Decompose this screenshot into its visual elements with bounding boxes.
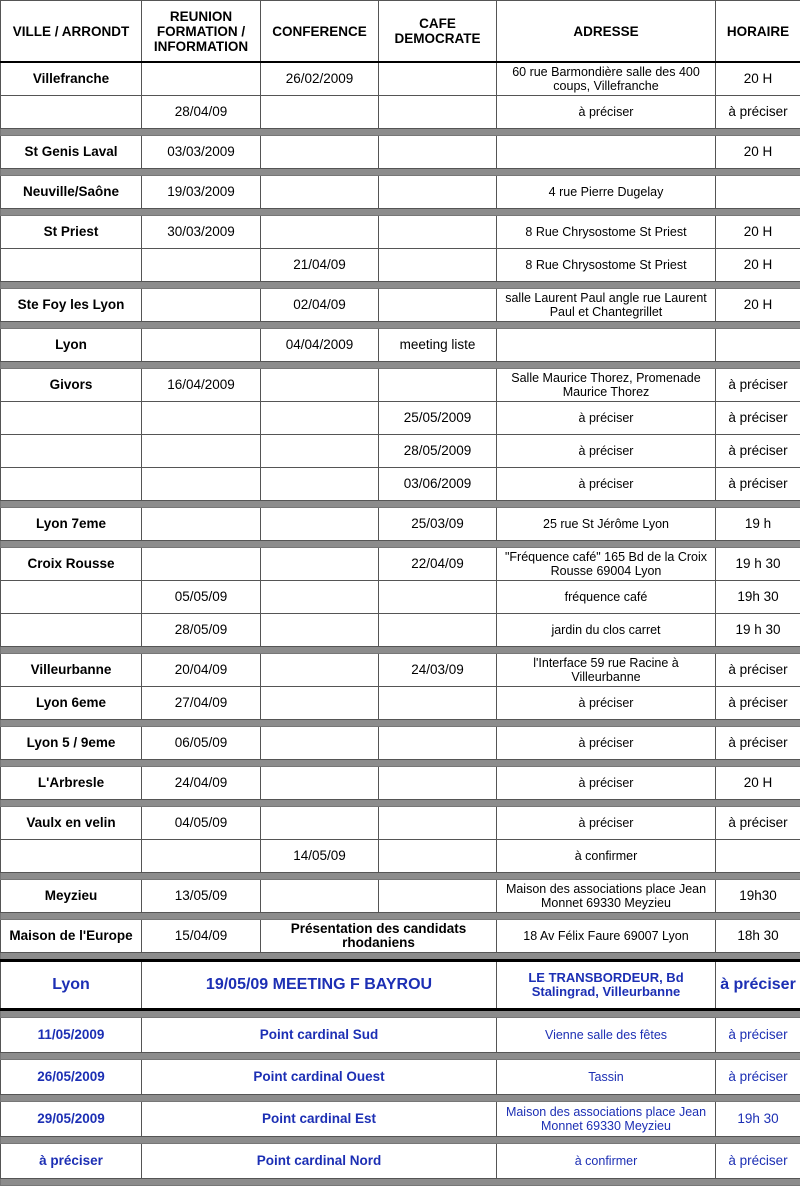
cell-reunion: 19/03/2009 [142, 176, 261, 209]
cell-ville [1, 614, 142, 647]
separator-row [1, 282, 800, 289]
cell-horaire: 20 H [716, 136, 800, 169]
cell-adresse: à préciser [497, 402, 716, 435]
cell-adresse: à préciser [497, 727, 716, 760]
separator-row [1, 1010, 800, 1018]
cell-conference [261, 767, 379, 800]
separator-row [1, 953, 800, 961]
cell-ville: Maison de l'Europe [1, 920, 142, 953]
col-header-ville: VILLE / ARRONDT [1, 1, 142, 63]
cell-conference: 02/04/09 [261, 289, 379, 322]
cell-conference [261, 687, 379, 720]
cell-adresse: à préciser [497, 807, 716, 840]
cell-ville: Meyzieu [1, 880, 142, 913]
separator-cell [1, 953, 800, 961]
cell-horaire: 19 h [716, 508, 800, 541]
cell-horaire: à préciser [716, 727, 800, 760]
cell-reunion [142, 62, 261, 96]
cell-conference [261, 727, 379, 760]
separator-row [1, 541, 800, 548]
cell-adresse [497, 136, 716, 169]
cell-adresse: jardin du clos carret [497, 614, 716, 647]
cell-reunion: 15/04/09 [142, 920, 261, 953]
cell-cafe: 28/05/2009 [379, 435, 497, 468]
separator-row [1, 129, 800, 136]
cell-conference [261, 581, 379, 614]
cell-adresse: "Fréquence café" 165 Bd de la Croix Rousse 69004 Lyon [497, 548, 716, 581]
table-row [1, 581, 800, 614]
cell-cafe: 25/03/09 [379, 508, 497, 541]
cell-event: 19/05/09 MEETING F BAYROU [142, 961, 497, 1010]
cell-horaire: 19 h 30 [716, 614, 800, 647]
cell-ville: Ste Foy les Lyon [1, 289, 142, 322]
cell-horaire: 20 H [716, 767, 800, 800]
separator-cell [1, 1179, 800, 1186]
separator-row [1, 209, 800, 216]
cell-ville: 26/05/2009 [1, 1060, 142, 1095]
cardinal-row [1, 1060, 800, 1095]
separator-cell [1, 913, 800, 920]
cell-adresse: l'Interface 59 rue Racine à Villeurbanne [497, 654, 716, 687]
cell-ville: Croix Rousse [1, 548, 142, 581]
cell-ville: à préciser [1, 1144, 142, 1179]
col-header-horaire: HORAIRE [716, 1, 800, 63]
separator-cell [1, 1137, 800, 1144]
cell-adresse: à confirmer [497, 1144, 716, 1179]
cell-conference [261, 176, 379, 209]
cell-reunion: 28/04/09 [142, 96, 261, 129]
separator-row [1, 800, 800, 807]
cell-reunion: 20/04/09 [142, 654, 261, 687]
cell-cafe: 25/05/2009 [379, 402, 497, 435]
cell-horaire: à préciser [716, 435, 800, 468]
cell-adresse: 25 rue St Jérôme Lyon [497, 508, 716, 541]
cell-conference [261, 435, 379, 468]
cell-adresse: fréquence café [497, 581, 716, 614]
cell-ville: St Genis Laval [1, 136, 142, 169]
cell-presentation: Présentation des candidats rhodaniens [261, 920, 497, 953]
separator-row [1, 913, 800, 920]
table-row [1, 62, 800, 96]
cell-horaire: à préciser [716, 961, 800, 1010]
cell-conference [261, 807, 379, 840]
cell-conference: 21/04/09 [261, 249, 379, 282]
cell-reunion: 27/04/09 [142, 687, 261, 720]
cell-conference: 04/04/2009 [261, 329, 379, 362]
cell-ville: Vaulx en velin [1, 807, 142, 840]
cell-adresse: 8 Rue Chrysostome St Priest [497, 249, 716, 282]
cell-horaire: 19h30 [716, 880, 800, 913]
cell-conference [261, 508, 379, 541]
cell-cafe [379, 807, 497, 840]
separator-row [1, 1095, 800, 1102]
cell-horaire: 19h 30 [716, 581, 800, 614]
separator-cell [1, 282, 800, 289]
cell-event: Point cardinal Ouest [142, 1060, 497, 1095]
separator-cell [1, 760, 800, 767]
cell-cafe [379, 767, 497, 800]
cell-ville [1, 581, 142, 614]
cell-reunion [142, 289, 261, 322]
table-row [1, 548, 800, 581]
cell-horaire [716, 176, 800, 209]
separator-row [1, 760, 800, 767]
cell-adresse: 8 Rue Chrysostome St Priest [497, 216, 716, 249]
cell-ville [1, 402, 142, 435]
separator-row [1, 720, 800, 727]
cell-ville [1, 468, 142, 501]
cell-ville: St Priest [1, 216, 142, 249]
cell-adresse: 18 Av Félix Faure 69007 Lyon [497, 920, 716, 953]
cell-ville: Lyon 7eme [1, 508, 142, 541]
cell-horaire: 20 H [716, 289, 800, 322]
separator-cell [1, 209, 800, 216]
cell-event: Point cardinal Sud [142, 1018, 497, 1053]
cell-conference [261, 402, 379, 435]
cardinal-row [1, 1018, 800, 1053]
separator-cell [1, 1010, 800, 1018]
cell-adresse: Maison des associations place Jean Monnet 69330 Meyzieu [497, 1102, 716, 1137]
separator-cell [1, 720, 800, 727]
cell-ville: 11/05/2009 [1, 1018, 142, 1053]
table-row [1, 402, 800, 435]
cell-cafe: meeting liste [379, 329, 497, 362]
cardinal-row [1, 1144, 800, 1179]
cell-reunion: 13/05/09 [142, 880, 261, 913]
cell-conference [261, 96, 379, 129]
cell-reunion: 03/03/2009 [142, 136, 261, 169]
cell-conference: 26/02/2009 [261, 62, 379, 96]
cell-ville: Neuville/Saône [1, 176, 142, 209]
cell-cafe: 22/04/09 [379, 548, 497, 581]
table-row [1, 249, 800, 282]
cell-horaire: à préciser [716, 654, 800, 687]
separator-cell [1, 362, 800, 369]
cell-horaire: à préciser [716, 687, 800, 720]
cell-cafe [379, 614, 497, 647]
separator-cell [1, 541, 800, 548]
cell-reunion [142, 402, 261, 435]
separator-row [1, 1137, 800, 1144]
separator-cell [1, 322, 800, 329]
col-header-cafe: CAFE DEMOCRATE [379, 1, 497, 63]
cell-horaire: à préciser [716, 402, 800, 435]
cell-horaire: à préciser [716, 1144, 800, 1179]
cell-cafe [379, 96, 497, 129]
cell-cafe [379, 176, 497, 209]
table-row [1, 614, 800, 647]
table-row [1, 369, 800, 402]
cell-horaire [716, 840, 800, 873]
cell-reunion [142, 435, 261, 468]
cell-cafe [379, 289, 497, 322]
cell-horaire: à préciser [716, 468, 800, 501]
cell-conference [261, 369, 379, 402]
cell-adresse: Tassin [497, 1060, 716, 1095]
separator-cell [1, 501, 800, 508]
table-row [1, 468, 800, 501]
cell-adresse: à préciser [497, 468, 716, 501]
col-header-reunion: REUNION FORMATION / INFORMATION [142, 1, 261, 63]
col-header-conference: CONFERENCE [261, 1, 379, 63]
cell-adresse: salle Laurent Paul angle rue Laurent Paul et Chantegrillet [497, 289, 716, 322]
col-header-adresse: ADRESSE [497, 1, 716, 63]
cell-ville [1, 96, 142, 129]
cell-horaire: à préciser [716, 369, 800, 402]
cell-horaire: 19 h 30 [716, 548, 800, 581]
cell-adresse: à préciser [497, 435, 716, 468]
cell-adresse: LE TRANSBORDEUR, Bd Stalingrad, Villeurbanne [497, 961, 716, 1010]
cell-reunion [142, 468, 261, 501]
cell-conference: 14/05/09 [261, 840, 379, 873]
cell-ville: Lyon 6eme [1, 687, 142, 720]
cell-ville: Villefranche [1, 62, 142, 96]
cell-ville: L'Arbresle [1, 767, 142, 800]
cell-horaire: à préciser [716, 807, 800, 840]
cell-horaire [716, 329, 800, 362]
table-row [1, 216, 800, 249]
cell-reunion: 30/03/2009 [142, 216, 261, 249]
cell-reunion: 28/05/09 [142, 614, 261, 647]
cell-cafe [379, 687, 497, 720]
separator-row [1, 647, 800, 654]
table-body [1, 62, 800, 1186]
cell-ville: Lyon 5 / 9eme [1, 727, 142, 760]
table-row [1, 329, 800, 362]
cell-horaire: 20 H [716, 249, 800, 282]
cell-conference [261, 216, 379, 249]
table-row [1, 767, 800, 800]
cell-horaire: 18h 30 [716, 920, 800, 953]
cell-horaire: à préciser [716, 1018, 800, 1053]
table-row [1, 880, 800, 913]
cell-event: Point cardinal Est [142, 1102, 497, 1137]
cell-adresse: à préciser [497, 767, 716, 800]
cell-adresse: à préciser [497, 96, 716, 129]
separator-cell [1, 169, 800, 176]
cell-horaire: 19h 30 [716, 1102, 800, 1137]
table-row [1, 687, 800, 720]
cell-cafe [379, 581, 497, 614]
cell-horaire: à préciser [716, 96, 800, 129]
table-row [1, 176, 800, 209]
cell-adresse [497, 329, 716, 362]
separator-cell [1, 800, 800, 807]
cardinal-row [1, 1102, 800, 1137]
cell-ville [1, 840, 142, 873]
cell-reunion [142, 840, 261, 873]
cell-reunion [142, 329, 261, 362]
table-row [1, 920, 800, 953]
cell-reunion: 04/05/09 [142, 807, 261, 840]
table-row [1, 807, 800, 840]
cell-cafe [379, 62, 497, 96]
table-row [1, 136, 800, 169]
cell-conference [261, 654, 379, 687]
table-row [1, 727, 800, 760]
cell-conference [261, 614, 379, 647]
table-row [1, 96, 800, 129]
cell-adresse: à confirmer [497, 840, 716, 873]
cell-reunion: 16/04/2009 [142, 369, 261, 402]
table-row [1, 435, 800, 468]
cell-conference [261, 468, 379, 501]
cell-horaire: à préciser [716, 1060, 800, 1095]
cell-conference [261, 136, 379, 169]
cell-cafe [379, 216, 497, 249]
cell-ville [1, 249, 142, 282]
cell-conference [261, 880, 379, 913]
separator-cell [1, 1095, 800, 1102]
cell-cafe [379, 369, 497, 402]
cell-reunion [142, 249, 261, 282]
separator-row [1, 322, 800, 329]
cell-cafe [379, 840, 497, 873]
cell-ville: Villeurbanne [1, 654, 142, 687]
separator-row [1, 1179, 800, 1186]
cell-reunion: 05/05/09 [142, 581, 261, 614]
cell-horaire: 20 H [716, 216, 800, 249]
cell-adresse: Maison des associations place Jean Monnet 69330 Meyzieu [497, 880, 716, 913]
separator-row [1, 873, 800, 880]
cell-cafe [379, 727, 497, 760]
cell-adresse: 4 rue Pierre Dugelay [497, 176, 716, 209]
cell-reunion: 24/04/09 [142, 767, 261, 800]
cell-ville: Lyon [1, 329, 142, 362]
table-row [1, 654, 800, 687]
cell-cafe: 03/06/2009 [379, 468, 497, 501]
cell-cafe [379, 880, 497, 913]
separator-cell [1, 647, 800, 654]
separator-cell [1, 873, 800, 880]
cell-adresse: à préciser [497, 687, 716, 720]
cell-ville [1, 435, 142, 468]
header-row [1, 1, 800, 63]
cell-ville: Lyon [1, 961, 142, 1010]
separator-row [1, 501, 800, 508]
cell-event: Point cardinal Nord [142, 1144, 497, 1179]
cell-ville: 29/05/2009 [1, 1102, 142, 1137]
separator-cell [1, 1053, 800, 1060]
cell-reunion [142, 508, 261, 541]
cell-conference [261, 548, 379, 581]
separator-row [1, 362, 800, 369]
cell-cafe: 24/03/09 [379, 654, 497, 687]
table-row [1, 289, 800, 322]
meeting-row [1, 961, 800, 1010]
cell-cafe [379, 136, 497, 169]
cell-ville: Givors [1, 369, 142, 402]
separator-cell [1, 129, 800, 136]
cell-cafe [379, 249, 497, 282]
cell-adresse: Salle Maurice Thorez, Promenade Maurice Thorez [497, 369, 716, 402]
cell-reunion [142, 548, 261, 581]
cell-horaire: 20 H [716, 62, 800, 96]
cell-adresse: Vienne salle des fêtes [497, 1018, 716, 1053]
cell-reunion: 06/05/09 [142, 727, 261, 760]
table-row [1, 508, 800, 541]
cell-adresse: 60 rue Barmondière salle des 400 coups, Villefranche [497, 62, 716, 96]
table-row [1, 840, 800, 873]
separator-row [1, 1053, 800, 1060]
separator-row [1, 169, 800, 176]
